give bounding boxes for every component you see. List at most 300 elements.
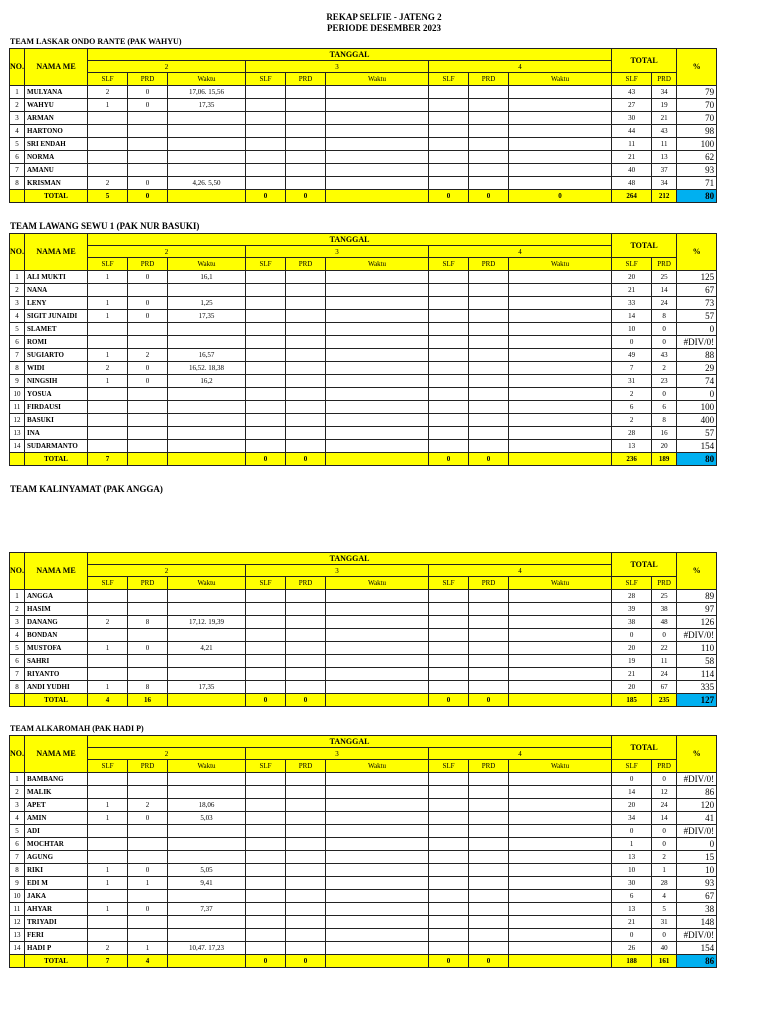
member-name: KRISMAN bbox=[25, 177, 88, 190]
prd-cell: 0 bbox=[128, 271, 168, 284]
prd-cell bbox=[128, 440, 168, 453]
row-number: 2 bbox=[10, 99, 25, 112]
member-name: FIRDAUSI bbox=[25, 401, 88, 414]
waktu-cell bbox=[168, 668, 246, 681]
col-header-pct: % bbox=[677, 234, 717, 271]
slf-cell bbox=[429, 903, 469, 916]
total-slf-cell: 34 bbox=[612, 812, 652, 825]
slf-cell bbox=[429, 164, 469, 177]
grand-total-pct: 80 bbox=[677, 453, 717, 466]
slf-cell bbox=[246, 655, 286, 668]
member-name: MOCHTAR bbox=[25, 838, 88, 851]
total-prd-day bbox=[128, 453, 168, 466]
slf-cell bbox=[246, 799, 286, 812]
prd-cell bbox=[286, 362, 326, 375]
slf-cell bbox=[429, 916, 469, 929]
pct-cell: 0 bbox=[677, 838, 717, 851]
pct-cell: 126 bbox=[677, 616, 717, 629]
waktu-cell bbox=[168, 284, 246, 297]
total-slf-cell: 44 bbox=[612, 125, 652, 138]
prd-cell bbox=[286, 375, 326, 388]
date-header: 3 bbox=[246, 246, 429, 258]
pct-cell: #DIV/0! bbox=[677, 336, 717, 349]
table-row bbox=[10, 112, 717, 125]
slf-cell: 1 bbox=[88, 271, 128, 284]
slf-cell: 1 bbox=[88, 310, 128, 323]
slf-cell bbox=[246, 812, 286, 825]
total-waktu-day bbox=[168, 453, 246, 466]
prd-cell bbox=[286, 825, 326, 838]
table-row bbox=[10, 297, 717, 310]
slf-cell bbox=[88, 427, 128, 440]
col-header-prd: PRD bbox=[286, 73, 326, 86]
prd-cell: 0 bbox=[128, 903, 168, 916]
row-number: 7 bbox=[10, 164, 25, 177]
member-name: SAHRI bbox=[25, 655, 88, 668]
total-prd-cell: 24 bbox=[652, 668, 677, 681]
member-name: RIYANTO bbox=[25, 668, 88, 681]
pct-cell: 93 bbox=[677, 877, 717, 890]
prd-cell bbox=[469, 903, 509, 916]
waktu-cell bbox=[168, 786, 246, 799]
total-prd-cell: 1 bbox=[652, 864, 677, 877]
member-name: ARMAN bbox=[25, 112, 88, 125]
date-header: 2 bbox=[88, 61, 246, 73]
total-slf-cell: 14 bbox=[612, 310, 652, 323]
total-slf-cell: 30 bbox=[612, 112, 652, 125]
total-slf-cell: 11 bbox=[612, 138, 652, 151]
total-prd-day: 0 bbox=[286, 190, 326, 203]
col-header-prd: PRD bbox=[128, 760, 168, 773]
table-row bbox=[10, 349, 717, 362]
member-name: RIKI bbox=[25, 864, 88, 877]
table-row bbox=[10, 603, 717, 616]
table-row bbox=[10, 271, 717, 284]
slf-cell bbox=[88, 916, 128, 929]
pct-cell: 97 bbox=[677, 603, 717, 616]
slf-cell bbox=[246, 323, 286, 336]
pct-cell: 67 bbox=[677, 284, 717, 297]
row-number: 7 bbox=[10, 349, 25, 362]
slf-cell bbox=[246, 112, 286, 125]
col-header-prd: PRD bbox=[469, 73, 509, 86]
prd-cell bbox=[286, 125, 326, 138]
waktu-cell bbox=[509, 440, 612, 453]
recap-table bbox=[9, 735, 717, 968]
member-name: JAKA bbox=[25, 890, 88, 903]
prd-cell bbox=[128, 138, 168, 151]
total-slf-cell: 6 bbox=[612, 890, 652, 903]
slf-cell bbox=[246, 642, 286, 655]
table-row bbox=[10, 773, 717, 786]
waktu-cell bbox=[509, 825, 612, 838]
pct-cell: #DIV/0! bbox=[677, 929, 717, 942]
slf-cell bbox=[88, 629, 128, 642]
prd-cell bbox=[286, 942, 326, 955]
col-header-total: TOTAL bbox=[612, 49, 677, 73]
slf-cell bbox=[429, 877, 469, 890]
total-prd-cell: 34 bbox=[652, 177, 677, 190]
waktu-cell bbox=[509, 799, 612, 812]
col-header-slf: SLF bbox=[429, 73, 469, 86]
slf-cell bbox=[246, 99, 286, 112]
row-number: 1 bbox=[10, 590, 25, 603]
total-row-blank bbox=[10, 453, 25, 466]
waktu-cell bbox=[326, 375, 429, 388]
prd-cell bbox=[469, 310, 509, 323]
prd-cell bbox=[286, 668, 326, 681]
date-header: 3 bbox=[246, 61, 429, 73]
prd-cell bbox=[469, 401, 509, 414]
table-row bbox=[10, 929, 717, 942]
slf-cell: 1 bbox=[88, 99, 128, 112]
prd-cell: 8 bbox=[128, 681, 168, 694]
waktu-cell bbox=[509, 349, 612, 362]
total-slf-day: 0 bbox=[246, 694, 286, 707]
total-slf-cell: 38 bbox=[612, 616, 652, 629]
slf-cell bbox=[429, 929, 469, 942]
table-row bbox=[10, 812, 717, 825]
col-header-total: TOTAL bbox=[612, 736, 677, 760]
prd-cell bbox=[286, 864, 326, 877]
waktu-cell bbox=[509, 177, 612, 190]
table-row bbox=[10, 838, 717, 851]
waktu-cell bbox=[326, 388, 429, 401]
waktu-cell: 16,52. 18,38 bbox=[168, 362, 246, 375]
waktu-cell bbox=[326, 349, 429, 362]
row-number: 1 bbox=[10, 86, 25, 99]
prd-cell bbox=[469, 164, 509, 177]
slf-cell bbox=[429, 310, 469, 323]
total-prd-cell: 14 bbox=[652, 284, 677, 297]
table-row bbox=[10, 916, 717, 929]
waktu-cell bbox=[509, 916, 612, 929]
grand-total-slf: 188 bbox=[612, 955, 652, 968]
slf-cell: 2 bbox=[88, 942, 128, 955]
member-name: MALIK bbox=[25, 786, 88, 799]
grand-total-slf: 185 bbox=[612, 694, 652, 707]
prd-cell bbox=[286, 427, 326, 440]
waktu-cell bbox=[509, 401, 612, 414]
waktu-cell bbox=[509, 942, 612, 955]
total-prd-cell: 37 bbox=[652, 164, 677, 177]
total-prd-day: 0 bbox=[286, 955, 326, 968]
slf-cell bbox=[429, 825, 469, 838]
slf-cell: 1 bbox=[88, 877, 128, 890]
slf-cell bbox=[246, 916, 286, 929]
prd-cell bbox=[286, 86, 326, 99]
total-slf-cell: 7 bbox=[612, 362, 652, 375]
waktu-cell bbox=[509, 773, 612, 786]
row-number: 8 bbox=[10, 681, 25, 694]
col-header-tanggal: TANGGAL bbox=[88, 49, 612, 61]
waktu-cell bbox=[326, 825, 429, 838]
slf-cell bbox=[88, 336, 128, 349]
total-waktu-day bbox=[509, 453, 612, 466]
date-header: 4 bbox=[429, 748, 612, 760]
waktu-cell: 16,2 bbox=[168, 375, 246, 388]
row-number: 4 bbox=[10, 812, 25, 825]
slf-cell bbox=[429, 297, 469, 310]
col-header-no: NO. bbox=[10, 553, 25, 590]
pct-cell: 57 bbox=[677, 310, 717, 323]
waktu-cell bbox=[326, 86, 429, 99]
member-name: BAMBANG bbox=[25, 773, 88, 786]
row-number: 3 bbox=[10, 297, 25, 310]
waktu-cell bbox=[326, 401, 429, 414]
waktu-cell bbox=[509, 903, 612, 916]
slf-cell bbox=[88, 125, 128, 138]
waktu-cell: 4,21 bbox=[168, 642, 246, 655]
slf-cell: 2 bbox=[88, 177, 128, 190]
waktu-cell bbox=[326, 177, 429, 190]
prd-cell bbox=[286, 349, 326, 362]
prd-cell: 0 bbox=[128, 99, 168, 112]
waktu-cell: 17,35 bbox=[168, 310, 246, 323]
prd-cell: 0 bbox=[128, 362, 168, 375]
slf-cell: 2 bbox=[88, 362, 128, 375]
grand-total-prd: 161 bbox=[652, 955, 677, 968]
slf-cell bbox=[246, 825, 286, 838]
pct-cell: 125 bbox=[677, 271, 717, 284]
table-row bbox=[10, 629, 717, 642]
member-name: WIDI bbox=[25, 362, 88, 375]
total-prd-cell: 2 bbox=[652, 362, 677, 375]
row-number: 10 bbox=[10, 388, 25, 401]
pct-cell: 57 bbox=[677, 427, 717, 440]
grand-total-pct: 86 bbox=[677, 955, 717, 968]
table-row bbox=[10, 310, 717, 323]
member-name: ALI MUKTI bbox=[25, 271, 88, 284]
col-header-waktu: Waktu bbox=[326, 73, 429, 86]
total-slf-cell: 0 bbox=[612, 825, 652, 838]
slf-cell bbox=[246, 310, 286, 323]
slf-cell bbox=[429, 427, 469, 440]
slf-cell bbox=[246, 440, 286, 453]
prd-cell bbox=[469, 112, 509, 125]
col-header-slf: SLF bbox=[429, 577, 469, 590]
col-header-no: NO. bbox=[10, 234, 25, 271]
slf-cell bbox=[429, 284, 469, 297]
row-number: 12 bbox=[10, 414, 25, 427]
col-header-total: TOTAL bbox=[612, 234, 677, 258]
waktu-cell bbox=[509, 362, 612, 375]
col-header-prd: PRD bbox=[469, 760, 509, 773]
slf-cell bbox=[246, 668, 286, 681]
prd-cell bbox=[286, 786, 326, 799]
waktu-cell bbox=[509, 642, 612, 655]
slf-cell bbox=[429, 838, 469, 851]
waktu-cell bbox=[509, 786, 612, 799]
slf-cell bbox=[246, 903, 286, 916]
row-number: 8 bbox=[10, 362, 25, 375]
table-row bbox=[10, 323, 717, 336]
pct-cell: 100 bbox=[677, 138, 717, 151]
slf-cell bbox=[246, 864, 286, 877]
member-name: SIGIT JUNAIDI bbox=[25, 310, 88, 323]
member-name: SRI ENDAH bbox=[25, 138, 88, 151]
row-number: 14 bbox=[10, 440, 25, 453]
total-prd-cell: 8 bbox=[652, 414, 677, 427]
total-slf-cell: 10 bbox=[612, 323, 652, 336]
total-prd-cell: 67 bbox=[652, 681, 677, 694]
col-header-total-prd: PRD bbox=[652, 73, 677, 86]
slf-cell bbox=[429, 112, 469, 125]
col-header-waktu: Waktu bbox=[326, 760, 429, 773]
total-slf-cell: 20 bbox=[612, 681, 652, 694]
grand-total-prd: 235 bbox=[652, 694, 677, 707]
waktu-cell bbox=[326, 681, 429, 694]
total-prd-cell: 31 bbox=[652, 916, 677, 929]
table-row bbox=[10, 942, 717, 955]
waktu-cell bbox=[168, 929, 246, 942]
slf-cell bbox=[246, 414, 286, 427]
total-label: TOTAL bbox=[25, 453, 88, 466]
slf-cell bbox=[429, 99, 469, 112]
table-row bbox=[10, 590, 717, 603]
row-number: 3 bbox=[10, 799, 25, 812]
date-header: 2 bbox=[88, 246, 246, 258]
table-row bbox=[10, 890, 717, 903]
table-row bbox=[10, 336, 717, 349]
slf-cell bbox=[246, 362, 286, 375]
pct-cell: 120 bbox=[677, 799, 717, 812]
total-slf-cell: 28 bbox=[612, 427, 652, 440]
total-slf-cell: 28 bbox=[612, 590, 652, 603]
total-slf-cell: 43 bbox=[612, 86, 652, 99]
pct-cell: 89 bbox=[677, 590, 717, 603]
prd-cell bbox=[286, 138, 326, 151]
prd-cell bbox=[469, 603, 509, 616]
total-slf-day: 0 bbox=[429, 190, 469, 203]
date-header: 3 bbox=[246, 565, 429, 577]
total-prd-day: 0 bbox=[469, 190, 509, 203]
waktu-cell bbox=[509, 297, 612, 310]
waktu-cell bbox=[326, 112, 429, 125]
prd-cell bbox=[469, 942, 509, 955]
total-slf-cell: 40 bbox=[612, 164, 652, 177]
slf-cell bbox=[88, 655, 128, 668]
prd-cell bbox=[469, 799, 509, 812]
prd-cell bbox=[128, 388, 168, 401]
waktu-cell bbox=[168, 590, 246, 603]
total-prd-cell: 2 bbox=[652, 851, 677, 864]
total-prd-cell: 40 bbox=[652, 942, 677, 955]
total-slf-cell: 20 bbox=[612, 642, 652, 655]
prd-cell: 0 bbox=[128, 310, 168, 323]
col-header-total: TOTAL bbox=[612, 553, 677, 577]
prd-cell bbox=[128, 773, 168, 786]
col-header-nama: NAMA ME bbox=[25, 49, 88, 86]
waktu-cell bbox=[509, 375, 612, 388]
row-number: 8 bbox=[10, 177, 25, 190]
prd-cell bbox=[286, 284, 326, 297]
slf-cell bbox=[429, 86, 469, 99]
slf-cell bbox=[246, 942, 286, 955]
grand-total-pct: 127 bbox=[677, 694, 717, 707]
prd-cell bbox=[286, 773, 326, 786]
waktu-cell bbox=[326, 297, 429, 310]
total-waktu-day bbox=[326, 190, 429, 203]
prd-cell: 1 bbox=[128, 942, 168, 955]
slf-cell bbox=[429, 655, 469, 668]
waktu-cell bbox=[509, 851, 612, 864]
total-prd-cell: 0 bbox=[652, 323, 677, 336]
prd-cell bbox=[128, 323, 168, 336]
member-name: DANANG bbox=[25, 616, 88, 629]
slf-cell: 1 bbox=[88, 375, 128, 388]
prd-cell: 0 bbox=[128, 177, 168, 190]
total-prd-day: 0 bbox=[469, 694, 509, 707]
waktu-cell bbox=[326, 590, 429, 603]
total-prd-day: 0 bbox=[469, 453, 509, 466]
slf-cell bbox=[88, 838, 128, 851]
slf-cell bbox=[246, 297, 286, 310]
pct-cell: 38 bbox=[677, 903, 717, 916]
slf-cell bbox=[429, 864, 469, 877]
slf-cell bbox=[429, 323, 469, 336]
total-prd-day: 0 bbox=[286, 694, 326, 707]
slf-cell bbox=[88, 151, 128, 164]
prd-cell: 0 bbox=[128, 86, 168, 99]
table-row bbox=[10, 138, 717, 151]
pct-cell: 148 bbox=[677, 916, 717, 929]
waktu-cell bbox=[326, 786, 429, 799]
total-slf-day: 0 bbox=[246, 955, 286, 968]
team-title: TEAM LAWANG SEWU 1 (PAK NUR BASUKI) bbox=[10, 221, 200, 231]
waktu-cell bbox=[326, 336, 429, 349]
slf-cell: 1 bbox=[88, 799, 128, 812]
member-name: WAHYU bbox=[25, 99, 88, 112]
prd-cell bbox=[128, 284, 168, 297]
slf-cell bbox=[429, 440, 469, 453]
total-slf-cell: 21 bbox=[612, 668, 652, 681]
waktu-cell bbox=[326, 773, 429, 786]
slf-cell bbox=[88, 786, 128, 799]
total-row bbox=[10, 694, 717, 707]
total-prd-cell: 0 bbox=[652, 388, 677, 401]
prd-cell bbox=[469, 414, 509, 427]
row-number: 2 bbox=[10, 786, 25, 799]
recap-table bbox=[9, 233, 717, 466]
date-header: 3 bbox=[246, 748, 429, 760]
total-slf-cell: 0 bbox=[612, 336, 652, 349]
prd-cell bbox=[469, 323, 509, 336]
team-title: TEAM LASKAR ONDO RANTE (PAK WAHYU) bbox=[10, 37, 182, 46]
slf-cell bbox=[429, 138, 469, 151]
col-header-waktu: Waktu bbox=[509, 577, 612, 590]
col-header-total-prd: PRD bbox=[652, 258, 677, 271]
member-name: HASIM bbox=[25, 603, 88, 616]
table-row bbox=[10, 401, 717, 414]
pct-cell: 154 bbox=[677, 942, 717, 955]
row-number: 12 bbox=[10, 916, 25, 929]
pct-cell: 10 bbox=[677, 864, 717, 877]
slf-cell bbox=[246, 349, 286, 362]
slf-cell bbox=[429, 890, 469, 903]
pct-cell: 335 bbox=[677, 681, 717, 694]
prd-cell bbox=[286, 336, 326, 349]
col-header-waktu: Waktu bbox=[168, 577, 246, 590]
prd-cell bbox=[286, 164, 326, 177]
prd-cell bbox=[286, 629, 326, 642]
prd-cell bbox=[286, 877, 326, 890]
slf-cell bbox=[429, 125, 469, 138]
member-name: APET bbox=[25, 799, 88, 812]
prd-cell bbox=[286, 151, 326, 164]
pct-cell: #DIV/0! bbox=[677, 773, 717, 786]
prd-cell bbox=[128, 851, 168, 864]
